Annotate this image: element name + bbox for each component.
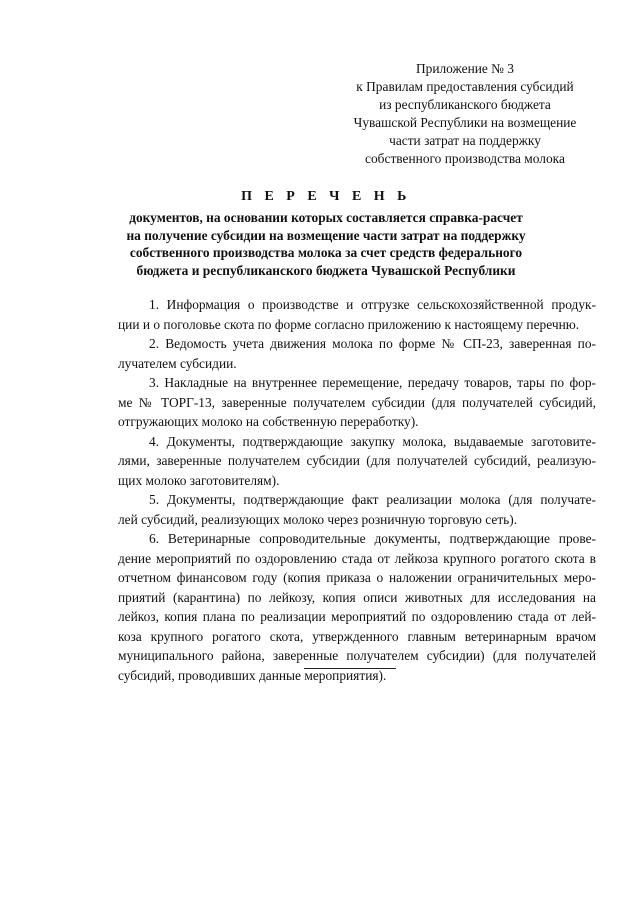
document-subtitle-line: собственного производства молока за счет средств федерального: [129, 245, 523, 261]
item-line: 4. Документы, подтверждающие закупку молока, выдаваемые заготовите-: [149, 433, 596, 449]
list-item-3: [118, 373, 596, 432]
closing-divider-line: [304, 668, 396, 669]
appendix-line: Чувашской Республики на возмещение: [353, 115, 577, 130]
item-line: лей субсидий, реализующих молоко через розничную торговую сеть).: [118, 511, 518, 527]
item-line: муниципального района, заверенные получателем субсидии) (для получателей: [118, 648, 596, 663]
item-line: субсидий, проводивших данные мероприятия).: [118, 667, 387, 683]
list-item-6: [118, 529, 596, 685]
document-subtitle-line: документов, на основании которых составляется справка-расчет: [129, 210, 523, 225]
appendix-header: [330, 60, 600, 168]
item-line: ции и о поголовье скота по форме согласно приложению к настоящему перечню.: [118, 316, 580, 332]
item-line: ме № ТОРГ-13, заверенные получателем субсидии (для получателей субсидий,: [118, 394, 596, 410]
item-line: 5. Документы, подтверждающие факт реализации молока (для получате-: [149, 492, 596, 507]
list-item-2: [118, 334, 596, 373]
list-item-5: [118, 490, 596, 529]
document-title: П Е Р Е Ч Е Н Ь: [241, 189, 411, 204]
item-line: 2. Ведомость учета движения молока по форме № СП-23, заверенная по-: [149, 336, 596, 351]
item-line: щих молоко заготовителям).: [118, 472, 280, 488]
document-list: [118, 295, 596, 685]
item-line: коза крупного рогатого скота, утвержденного главным ветеринарным врачом: [118, 628, 596, 644]
item-line: 3. Накладные на внутреннее перемещение, передачу товаров, тары по фор-: [149, 375, 596, 390]
appendix-line: Приложение № 3: [415, 61, 515, 76]
item-line: лейкоз, копия плана по реализации мероприятий по оздоровлению стада от лей-: [118, 609, 596, 624]
item-line: 6. Ветеринарные сопроводительные документы, подтверждающие прове-: [149, 531, 596, 546]
item-line: 1. Информация о производстве и отгрузке сельскохозяйственной продук-: [149, 297, 596, 312]
item-line: приятий (карантина) по лейкозу, копия описи животных для исследования на: [118, 589, 596, 605]
item-line: лучателем субсидии.: [118, 355, 237, 371]
item-line: лями, заверенные получателем субсидии (для получателей субсидий, реализую-: [118, 453, 596, 468]
list-item-1: [118, 295, 596, 334]
appendix-line: из республиканского бюджета: [379, 97, 551, 112]
document-heading: [100, 188, 552, 279]
document-subtitle-line: бюджета и республиканского бюджета Чувашской Республики: [136, 262, 516, 278]
appendix-line: собственного производства молока: [365, 151, 565, 166]
list-item-4: [118, 432, 596, 491]
item-line: отгружающих молоко на собственную переработку).: [118, 414, 419, 429]
document-subtitle-line: на получение субсидии на возмещение части затрат на поддержку: [126, 227, 526, 243]
appendix-line: к Правилам предоставления субсидий: [356, 79, 574, 94]
appendix-line: части затрат на поддержку: [389, 133, 541, 148]
item-line: дение мероприятий по оздоровлению стада от лейкоза крупного рогатого скота в: [118, 550, 596, 566]
item-line: отчетном финансовом году (копия приказа о наложении ограничительных меро-: [118, 570, 596, 585]
